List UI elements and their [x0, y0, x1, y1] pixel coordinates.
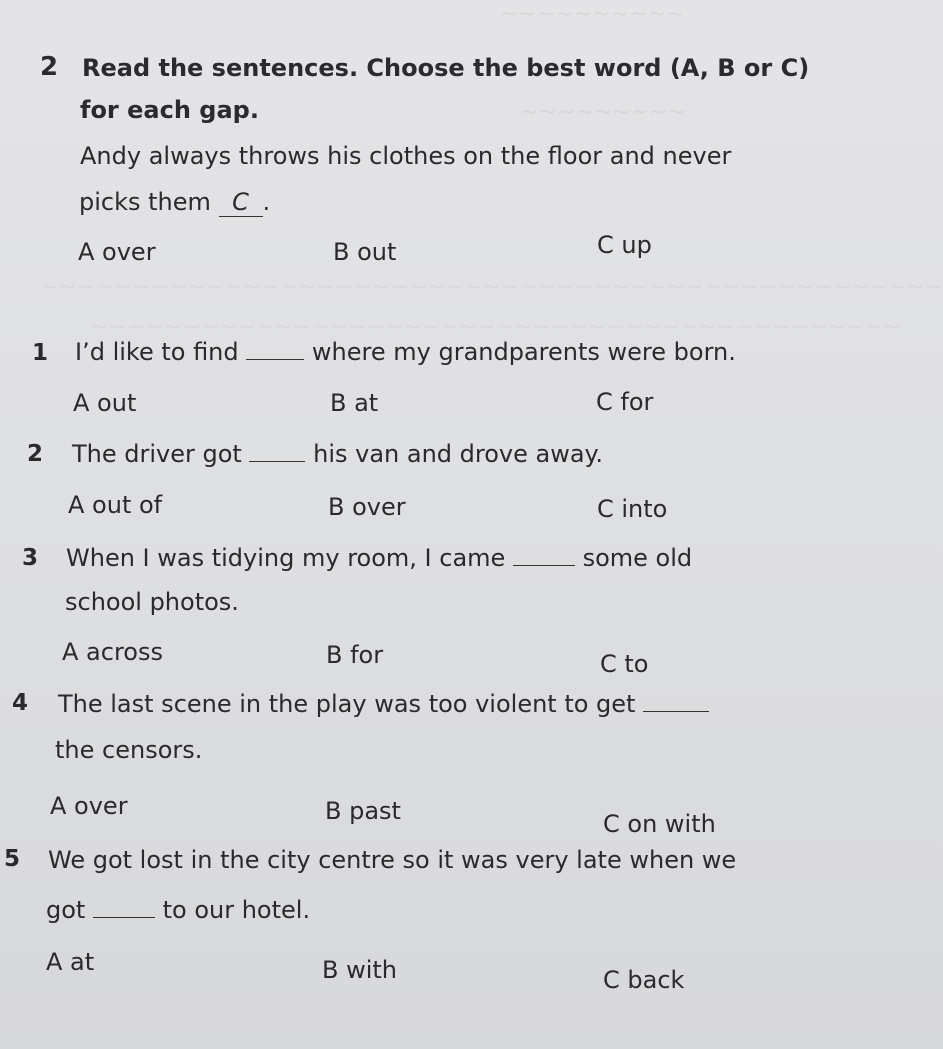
question-3-text-line2: school photos. — [65, 588, 239, 616]
question-1-option-b[interactable]: B at — [330, 389, 379, 417]
question-4-text — [58, 690, 709, 718]
question-2-option-c[interactable]: C into — [597, 495, 668, 523]
question-3-option-b[interactable]: B for — [326, 641, 384, 669]
question-5-option-b[interactable]: B with — [322, 956, 398, 984]
example-answer: C — [219, 188, 263, 217]
question-5-gap[interactable] — [93, 915, 155, 918]
question-5-option-c[interactable]: C back — [603, 966, 685, 994]
question-5-text-line1: We got lost in the city centre so it was very late when we — [48, 846, 737, 874]
question-1-after-gap: where my grandparents were born. — [311, 338, 736, 366]
question-5-number: 5 — [4, 846, 21, 872]
question-1-text — [75, 338, 736, 366]
question-4-option-a[interactable]: A over — [50, 792, 128, 820]
question-5-after-gap: to our hotel. — [162, 896, 311, 924]
show-through-text: ~~~~~~~~~~~~~~~~~~~~~~~~~~~~~~~~~~~~~~~~~~~~ — [90, 315, 902, 340]
question-4-number: 4 — [12, 690, 29, 716]
show-through-text: ~~~~~~~~~~~~~~~~~~~~~~~~~~~~~~~~~~~~~~~~~~~~~~~~~ — [40, 275, 943, 300]
question-1-option-c[interactable]: C for — [596, 388, 654, 416]
question-4-text-line2: the censors. — [55, 736, 203, 764]
question-2-option-a[interactable]: A out of — [68, 491, 163, 519]
show-through-text: ~~~~~~~~~ — [520, 100, 686, 125]
question-1-number: 1 — [32, 340, 49, 366]
question-2-text — [72, 440, 603, 468]
question-4-before-gap: The last scene in the play was too violent to get — [58, 690, 636, 718]
example-text-before-gap: picks them — [79, 188, 211, 216]
question-2-before-gap: The driver got — [72, 440, 242, 468]
question-2-after-gap: his van and drove away. — [313, 440, 603, 468]
question-3-option-a[interactable]: A across — [62, 638, 163, 666]
question-3-before-gap: When I was tidying my room, I came — [66, 544, 506, 572]
question-3-gap[interactable] — [513, 563, 575, 566]
exercise-instruction-line1: Read the sentences. Choose the best word (A, B or C) — [82, 54, 810, 82]
question-4-gap[interactable] — [643, 709, 709, 712]
question-1-before-gap: I’d like to find — [75, 338, 239, 366]
question-4-option-b[interactable]: B past — [325, 797, 401, 825]
exercise-number: 2 — [40, 52, 59, 82]
question-3-after-gap: some old — [582, 544, 693, 572]
question-2-number: 2 — [27, 441, 44, 467]
question-5-option-a[interactable]: A at — [46, 948, 95, 976]
question-3-option-c[interactable]: C to — [600, 650, 649, 678]
question-4-option-c[interactable]: C on with — [603, 810, 716, 838]
example-sentence-line2 — [79, 188, 270, 217]
question-3-text — [66, 544, 692, 572]
example-option-b: B out — [333, 238, 397, 266]
question-1-gap[interactable] — [246, 357, 304, 360]
example-text-after-gap: . — [262, 188, 271, 216]
example-option-c: C up — [597, 231, 652, 259]
question-1-option-a[interactable]: A out — [73, 389, 137, 417]
question-5-text-line2 — [46, 896, 310, 924]
exercise-instruction-line2: for each gap. — [80, 96, 259, 124]
show-through-text: ~~~~~~~~~~ — [500, 2, 685, 27]
question-5-before-gap: got — [46, 896, 86, 924]
example-sentence-line1: Andy always throws his clothes on the floor and never — [80, 142, 732, 170]
question-3-number: 3 — [22, 545, 39, 571]
question-2-gap[interactable] — [249, 459, 305, 462]
example-option-a: A over — [78, 238, 156, 266]
question-2-option-b[interactable]: B over — [328, 493, 406, 521]
